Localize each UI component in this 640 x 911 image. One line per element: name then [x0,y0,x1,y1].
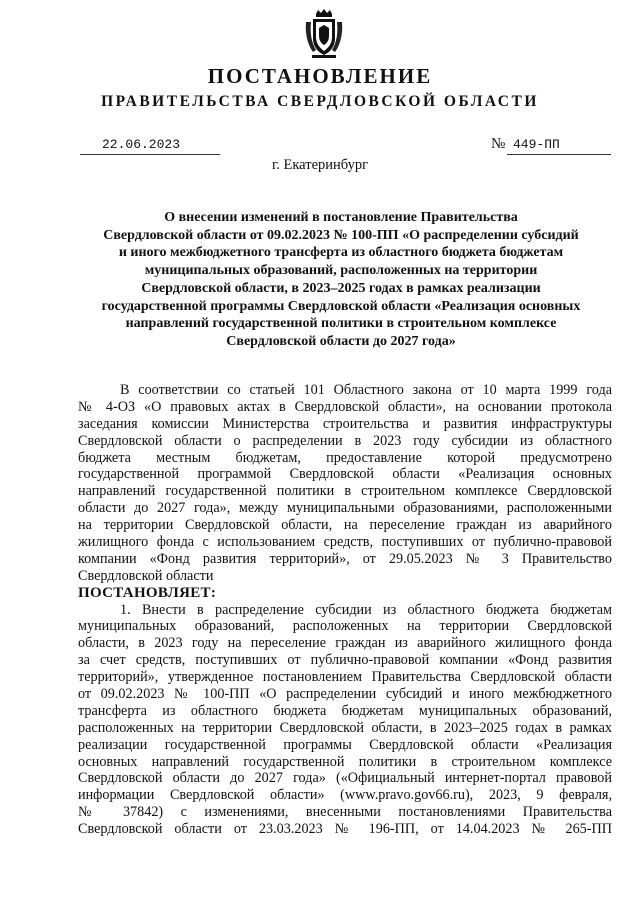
document-body [78,382,612,838]
body-line: за счет средств, поступивших от публично-правовой компании «Фонд развития [78,652,612,669]
body-line: направлений государственной политики в строительном комплексе Свердловской [78,483,612,500]
issuing-authority: ПРАВИТЕЛЬСТВА СВЕРДЛОВСКОЙ ОБЛАСТИ [101,93,539,110]
body-line: расположенных на территории Свердловской области, в 2023–2025 годах в рамках [78,719,612,736]
heading-line: муниципальных образований, расположенных на территории [144,263,538,279]
heading-line: О внесении изменений в постановление Правительства [164,210,518,225]
body-line: компании «Фонд развития территорий», от 29.05.2023 № 3 Правительство [78,550,612,567]
heading-line: Свердловской области, в 2023–2025 годах в рамках реализации [141,280,541,296]
document-number: 449-ПП [507,137,611,155]
body-line: государственной программой Свердловской области «Реализация основных [78,466,612,483]
body-line: информации Свердловской области» (www.pravo.gov66.ru), 2023, 9 февраля, [78,787,612,804]
body-line: территорий», утвержденное постановлением Правительства Свердловской области [78,669,612,686]
heading-line: государственной программы Свердловской области «Реализация основных [101,298,581,314]
document-date: 22.06.2023 [80,137,220,155]
document-title: ПОСТАНОВЛЕНИЕ [207,64,433,88]
heading-line: направлений государственной политики в строительном комплексе [125,316,557,332]
preamble-paragraph [78,382,612,585]
body-line: муниципальных образований, расположенных на территории Свердловской [78,618,612,635]
body-line: Свердловской области [78,567,214,584]
body-line: 1. Внести в распределение субсидии из областного бюджета бюджетам [120,601,612,618]
body-line: реализации государственной программы Свердловской области «Реализация [78,736,612,753]
body-line: В соответствии со статьей 101 Областного закона от 10 марта 1999 года [120,382,612,398]
body-line: трансферта из областного бюджета бюджетам муниципальных образований, [78,702,612,719]
body-line: жилищного фонда с использованием средств, поступивших от публично-правовой [78,534,612,551]
body-line: Свердловской области от 23.03.2023 № 196-ПП, от 14.04.2023 № 265-ПП [78,821,612,838]
body-line: № 37842) с изменениями, внесенными постановлениями Правительства [78,804,612,821]
resolution-heading [70,209,612,351]
number-sign: № [491,136,506,152]
body-line: № 4-ОЗ «О правовых актах в Свердловской области», на основании протокола [78,398,612,415]
coat-of-arms-icon [304,8,344,60]
heading-line: и иного межбюджетного трансферта из областного бюджета бюджетам [118,245,564,261]
body-line: области до 2027 года», между муниципальными образованиями, расположенными [78,500,612,517]
body-line: на территории Свердловской области, на переселение граждан из аварийного [78,517,612,534]
resolves-label: ПОСТАНОВЛЯЕТ: [78,584,217,601]
body-line: Свердловской области до 2027 года» («Официальный интернет-портал правовой [78,770,612,787]
item-1-paragraph [78,602,612,838]
heading-line: Свердловской области до 2027 года» [226,333,456,349]
body-line: Свердловской области о распределении в 2023 году субсидии из областного [78,432,612,449]
body-line: заседания комиссии Министерства строительства и развития инфраструктуры [78,415,612,432]
heading-line: Свердловской области от 09.02.2023 № 100-ПП «О распределении субсидий [103,227,579,243]
city: г. Екатеринбург [271,157,369,173]
body-line: основных направлений государственной политики в строительном комплексе [78,753,612,770]
body-line: области, в 2023 году на переселение граждан из аварийного жилищного фонда [78,635,612,652]
body-line: бюджета местным бюджетам, предоставление которой предусмотрено [78,449,612,466]
body-line: от 09.02.2023 № 100-ПП «О распределении субсидий и иного межбюджетного [78,686,612,703]
